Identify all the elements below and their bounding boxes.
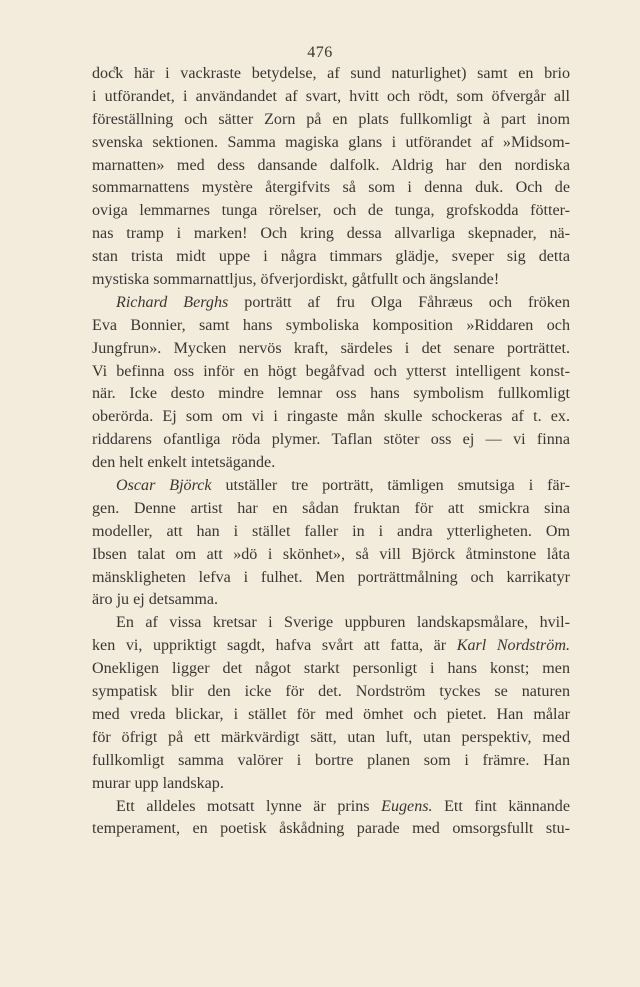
text-line: i utförandet, i användandet af svart, hvitt och rödt, som öfvergår all [92, 87, 570, 105]
text-line: äro ju ej detsamma. [92, 591, 219, 609]
text-line [92, 292, 570, 315]
text-line: för öfrigt på ett märkvärdigt sätt, utan luft, utan perspektiv, med [92, 728, 570, 746]
text-line: temperament, en poetisk åskådning parade med omsorgsfullt stu- [92, 820, 570, 838]
page-number: 476 [307, 44, 333, 61]
line-text-post: porträtt af fru Olga Fåhræus och fröken [228, 293, 570, 311]
artist-name: Karl Nordström. [456, 637, 570, 655]
text-line: mystiska sommarnattljus, öfverjordiskt, gåtfullt och ängslande! [92, 271, 500, 289]
text-line: mänskligheten lefva i fulhet. Men porträttmålning och karrikatyr [92, 568, 570, 586]
artist-name: Richard Berghs [116, 293, 229, 311]
text-line [92, 635, 570, 658]
text-line: modeller, att han i stället faller in i andra ytterligheten. Om [92, 522, 570, 540]
line-text-post: Ett fint kännande [432, 797, 570, 815]
text-line: Ibsen talat om att »dö i skönhet», så vill Björck åtminstone låta [92, 545, 570, 563]
text-line: Eva Bonnier, samt hans symboliska komposition »Riddaren och [92, 316, 570, 334]
text-line: murar upp landskap. [92, 774, 224, 792]
text-line [92, 796, 570, 819]
text-line: sympatisk blir den icke för det. Nordström tyckes se naturen [92, 683, 570, 701]
text-line: Onekligen ligger det något starkt personligt i hans konst; men [92, 660, 570, 678]
text-line: den helt enkelt intetsägande. [92, 454, 276, 472]
line-text-pre: Ett alldeles motsatt lynne är prins [116, 797, 382, 815]
text-line: nas tramp i marken! Och kring dessa allvarliga skepnader, nä- [92, 225, 570, 243]
text-line: marnatten» med dess dansande dalfolk. Aldrig har den nordiska [92, 156, 570, 174]
text-line: Jungfrun». Mycken nervös kraft, särdeles i det senare porträttet. [92, 339, 570, 357]
text-line: svenska sektionen. Samma magiska glans i utförandet af »Midsom- [92, 133, 570, 151]
text-line [92, 475, 570, 498]
line-text-pre: ken vi, uppriktigt sagdt, hafva svårt att fatta, är [92, 637, 457, 655]
text-line: föreställning och sätter Zorn på en plats fullkomligt à part inom [92, 110, 570, 128]
body-text [92, 63, 570, 841]
text-line: gen. Denne artist har en sådan fruktan för att smickra sina [92, 499, 570, 517]
text-line: fullkomligt samma valörer i bortre planen som i främre. Han [92, 751, 570, 769]
text-line: Vi befinna oss inför en högt begåfvad och ytterst intelligent konst- [92, 362, 570, 380]
text-line: oviga lemmarnes tunga rörelser, och de tunga, grofskodda fötter- [92, 202, 570, 220]
text-line: En af vissa kretsar i Sverige uppburen landskapsmålare, hvil- [116, 614, 570, 632]
text-line: stan trista midt uppe i några timmars glädje, sveper sig detta [92, 248, 570, 266]
line-text-post: utställer tre porträtt, tämligen smutsiga i fär- [211, 477, 570, 495]
text-line: oberörda. Ej som om vi i ringaste mån skulle schockeras af t. ex. [92, 408, 570, 426]
text-line: riddarens ofantliga röda plymer. Taflan stöter oss ej — vi finna [92, 431, 570, 449]
artist-name: Oscar Björck [116, 477, 212, 495]
text-line: doc̊k här i vackraste betydelse, af sund naturlighet) samt en brio [92, 65, 570, 82]
text-line: med vreda blickar, i stället för med ömhet och pietet. Han målar [92, 705, 570, 723]
artist-name: Eugens. [381, 797, 433, 815]
text-line: när. Icke desto mindre lemnar oss hans symbolism fullkomligt [92, 385, 570, 403]
text-line: sommarnattens mystère återgifvits så som i denna duk. Och de [92, 179, 570, 197]
